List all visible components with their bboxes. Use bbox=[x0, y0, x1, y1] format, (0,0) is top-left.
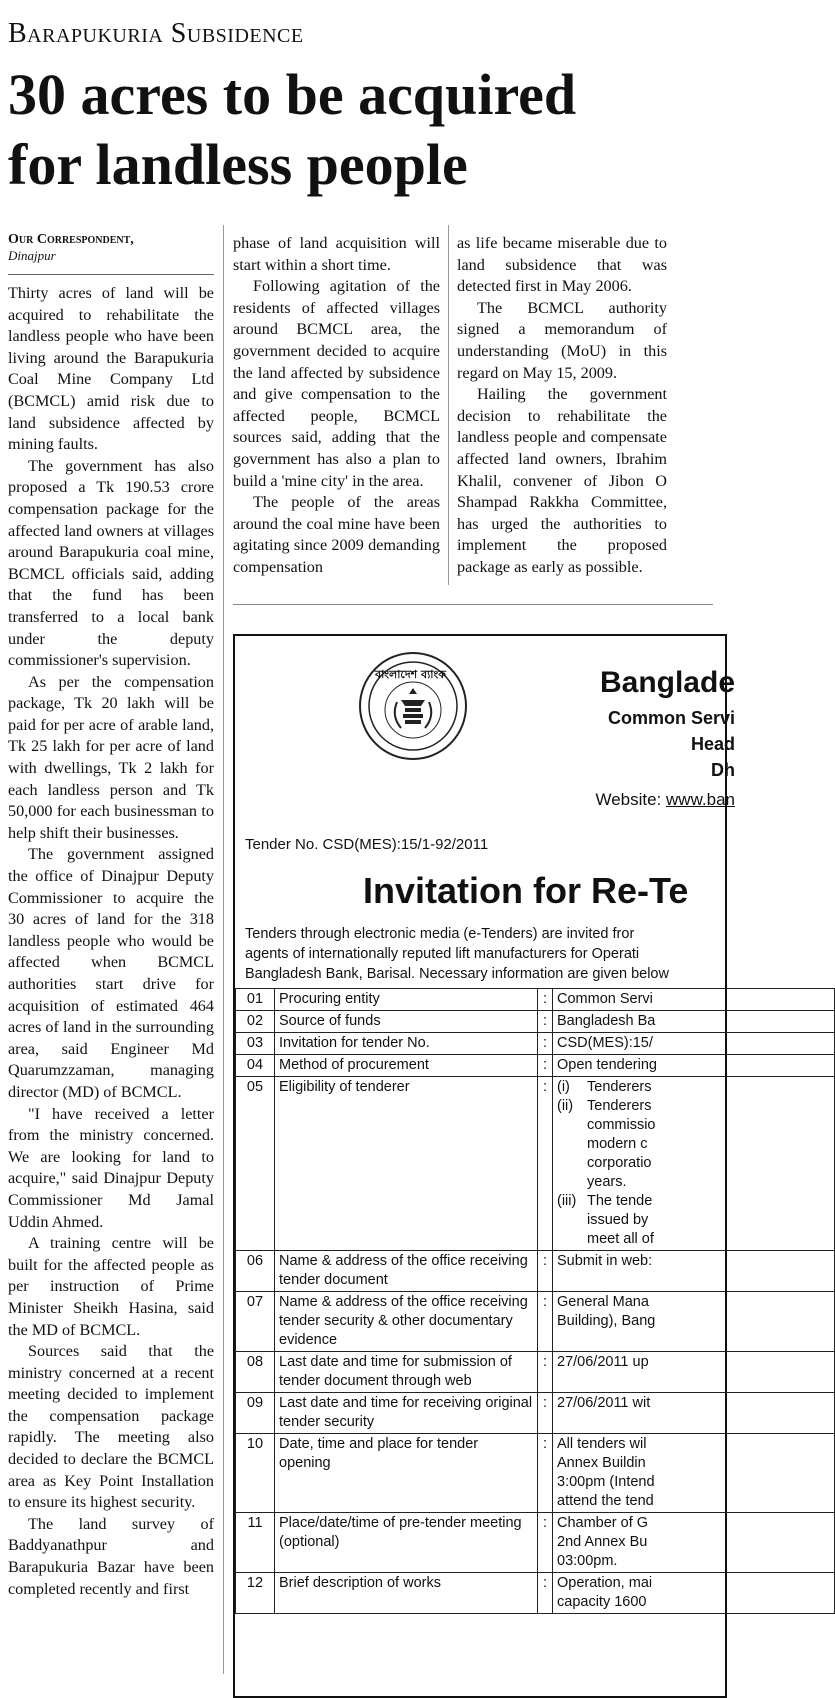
row-value: Common Servi bbox=[553, 989, 835, 1011]
row-field: Last date and time for submission of tender document through web bbox=[275, 1352, 538, 1393]
table-row bbox=[236, 1292, 835, 1352]
eligibility-line: (ii) Tenderers bbox=[557, 1098, 652, 1114]
row-value: Submit in web: bbox=[553, 1251, 835, 1292]
row-number: 07 bbox=[236, 1292, 275, 1352]
row-field: Eligibility of tenderer bbox=[275, 1077, 538, 1251]
website bbox=[595, 790, 735, 810]
row-colon: : bbox=[538, 1055, 553, 1077]
row-field: Date, time and place for tender opening bbox=[275, 1434, 538, 1513]
bank-seal bbox=[359, 652, 467, 760]
row-number: 06 bbox=[236, 1251, 275, 1292]
row-colon: : bbox=[538, 1077, 553, 1251]
table-row bbox=[236, 1033, 835, 1055]
department-name: Common Servi bbox=[607, 708, 735, 728]
paragraph: "I have received a letter from the ministry concerned. We are looking for land to acquire," said Dinajpur Deputy Commissioner Md Jamal Uddin Ahmed. bbox=[8, 1104, 214, 1231]
headline-line-2: for landless people bbox=[8, 132, 468, 197]
tender-number: Tender No. CSD(MES):15/1-92/2011 bbox=[245, 836, 489, 853]
eligibility-line: issued by bbox=[587, 1212, 649, 1228]
tender-details-table bbox=[235, 988, 835, 1614]
article-end-rule bbox=[233, 604, 713, 605]
row-colon: : bbox=[538, 1434, 553, 1513]
column-divider bbox=[448, 225, 449, 585]
paragraph: A training centre will be built for the affected people as per instruction of Prime Minister Sheikh Hasina, said the MD of BCMCL. bbox=[8, 1234, 214, 1339]
row-colon: : bbox=[538, 1251, 553, 1292]
intro-line: Bangladesh Bank, Barisal. Necessary information are given below bbox=[245, 966, 669, 982]
eligibility-line: corporatio bbox=[587, 1155, 652, 1171]
table-row bbox=[236, 1352, 835, 1393]
row-colon: : bbox=[538, 1573, 553, 1614]
paragraph: The land survey of Baddyanathpur and Barapukuria Bazar have been completed recently and first bbox=[8, 1514, 214, 1598]
table-row bbox=[236, 1434, 835, 1513]
eligibility-line: (i) Tenderers bbox=[557, 1079, 652, 1095]
row-value: All tenders wil Annex Buildin 3:00pm (Intend attend the tend bbox=[553, 1434, 835, 1513]
eligibility-line: modern c bbox=[587, 1136, 648, 1152]
paragraph: Hailing the government decision to rehabilitate the landless people and compensate affected land owners, Ibrahim Khalil, convener of Jibon O Shampad Rakkha Committee, has urged the authorities to implement the proposed package as early as possible. bbox=[457, 385, 667, 576]
row-colon: : bbox=[538, 1352, 553, 1393]
website-label: Website: bbox=[595, 790, 667, 809]
row-value: Bangladesh Ba bbox=[553, 1011, 835, 1033]
row-value bbox=[553, 1077, 835, 1251]
row-number: 01 bbox=[236, 989, 275, 1011]
kicker: Barapukuria Subsidence bbox=[8, 18, 304, 49]
row-field: Last date and time for receiving original tender security bbox=[275, 1393, 538, 1434]
website-link[interactable]: www.ban bbox=[666, 790, 735, 809]
intro-line: agents of internationally reputed lift manufacturers for Operati bbox=[245, 946, 640, 962]
invitation-intro bbox=[245, 924, 725, 984]
headline-line-1: 30 acres to be acquired bbox=[8, 62, 577, 127]
paragraph: Thirty acres of land will be acquired to rehabilitate the landless people who have been living around the Barapukuria Coal Mine Company Ltd (BCMCL) amid risk due to land subsidence affected by mining faults. bbox=[8, 284, 214, 454]
paragraph: The government assigned the office of Dinajpur Deputy Commissioner to acquire the 30 acres of land for the 318 landless people who would be affected when BCMCL authorities start drive for acquisition of estimated 464 acres of land in the surrounding area, said Engineer Md Quarumzzaman, managing director (MD) of BCMCL. bbox=[8, 845, 214, 1101]
row-field: Name & address of the office receiving tender security & other documentary evidence bbox=[275, 1292, 538, 1352]
table-row bbox=[236, 1077, 835, 1251]
bank-name: Banglade bbox=[599, 666, 735, 699]
row-field: Procuring entity bbox=[275, 989, 538, 1011]
row-value: Open tendering bbox=[553, 1055, 835, 1077]
row-value: 27/06/2011 up bbox=[553, 1352, 835, 1393]
paragraph: Sources said that the ministry concerned at a recent meeting decided to implement the compensation package rapidly. The meeting also decided to declare the BCMCL area as Key Point Installation to ensure its highest security. bbox=[8, 1342, 214, 1512]
row-value: CSD(MES):15/ bbox=[553, 1033, 835, 1055]
article-column-1 bbox=[8, 283, 214, 1600]
table-row bbox=[236, 1055, 835, 1077]
row-number: 09 bbox=[236, 1393, 275, 1434]
row-number: 04 bbox=[236, 1055, 275, 1077]
paragraph: as life became miserable due to land subsidence that was detected first in May 2006. bbox=[457, 234, 667, 296]
paragraph: The BCMCL authority signed a memorandum of understanding (MoU) in this regard on May 15, 2009. bbox=[457, 298, 667, 382]
row-colon: : bbox=[538, 1393, 553, 1434]
table-row bbox=[236, 1573, 835, 1614]
paragraph: Following agitation of the residents of affected villages around BCMCL area, the government decided to acquire the land affected by subsidence and give compensation to the affected people, BCMCL sources said, adding that the government has also a plan to build a 'mine city' in the area. bbox=[233, 277, 440, 490]
city-name: Dh bbox=[711, 760, 735, 780]
eligibility-line: meet all of bbox=[587, 1231, 654, 1247]
row-colon: : bbox=[538, 1033, 553, 1055]
byline-place: Dinajpur bbox=[8, 248, 56, 263]
row-colon: : bbox=[538, 1292, 553, 1352]
row-colon: : bbox=[538, 1011, 553, 1033]
table-row bbox=[236, 1393, 835, 1434]
row-value: General Mana Building), Bang bbox=[553, 1292, 835, 1352]
byline bbox=[8, 232, 218, 264]
eligibility-line: (iii) The tende bbox=[557, 1193, 653, 1209]
row-field: Method of procurement bbox=[275, 1055, 538, 1077]
row-number: 10 bbox=[236, 1434, 275, 1513]
table-row bbox=[236, 1011, 835, 1033]
table-row bbox=[236, 989, 835, 1011]
row-number: 05 bbox=[236, 1077, 275, 1251]
paragraph: As per the compensation package, Tk 20 lakh will be paid for per acre of arable land, Tk 25 lakh for per acre of land with dwellings, Tk 2 lakh for each landless person and Tk 50,000 for each businessman to help shift their businesses. bbox=[8, 672, 214, 842]
byline-rule bbox=[8, 274, 214, 275]
article-column-2 bbox=[233, 233, 440, 579]
row-field: Brief description of works bbox=[275, 1573, 538, 1614]
row-number: 12 bbox=[236, 1573, 275, 1614]
row-field: Invitation for tender No. bbox=[275, 1033, 538, 1055]
tender-advertisement bbox=[233, 634, 735, 1698]
column-divider bbox=[223, 225, 224, 1674]
headline bbox=[8, 60, 713, 200]
row-field: Place/date/time of pre-tender meeting (optional) bbox=[275, 1513, 538, 1573]
row-value: Operation, mai capacity 1600 bbox=[553, 1573, 835, 1614]
row-colon: : bbox=[538, 989, 553, 1011]
row-value: Chamber of G 2nd Annex Bu 03:00pm. bbox=[553, 1513, 835, 1573]
row-number: 02 bbox=[236, 1011, 275, 1033]
row-field: Name & address of the office receiving tender document bbox=[275, 1251, 538, 1292]
paragraph: phase of land acquisition will start within a short time. bbox=[233, 234, 440, 274]
byline-name: Our Correspondent, bbox=[8, 232, 134, 247]
row-colon: : bbox=[538, 1513, 553, 1573]
head-office: Head bbox=[690, 734, 735, 754]
eligibility-line: years. bbox=[587, 1174, 627, 1190]
row-number: 08 bbox=[236, 1352, 275, 1393]
table-row bbox=[236, 1513, 835, 1573]
article-column-3 bbox=[457, 233, 667, 579]
table-row bbox=[236, 1251, 835, 1292]
intro-line: Tenders through electronic media (e-Tenders) are invited fror bbox=[245, 926, 635, 942]
bank-seal-text: বাংলাদেশ ব্যাংক bbox=[375, 668, 446, 681]
paragraph: The people of the areas around the coal mine have been agitating since 2009 demanding compensation bbox=[233, 493, 440, 576]
row-field: Source of funds bbox=[275, 1011, 538, 1033]
row-value: 27/06/2011 wit bbox=[553, 1393, 835, 1434]
invitation-title: Invitation for Re-Te bbox=[363, 870, 689, 911]
row-number: 11 bbox=[236, 1513, 275, 1573]
row-number: 03 bbox=[236, 1033, 275, 1055]
paragraph: The government has also proposed a Tk 190.53 crore compensation package for the affected land owners at villages around Barapukuria coal mine, BCMCL officials said, adding that the fund has been transferred to a local bank under the deputy commissioner's supervision. bbox=[8, 456, 214, 670]
eligibility-line: commissio bbox=[587, 1117, 656, 1133]
